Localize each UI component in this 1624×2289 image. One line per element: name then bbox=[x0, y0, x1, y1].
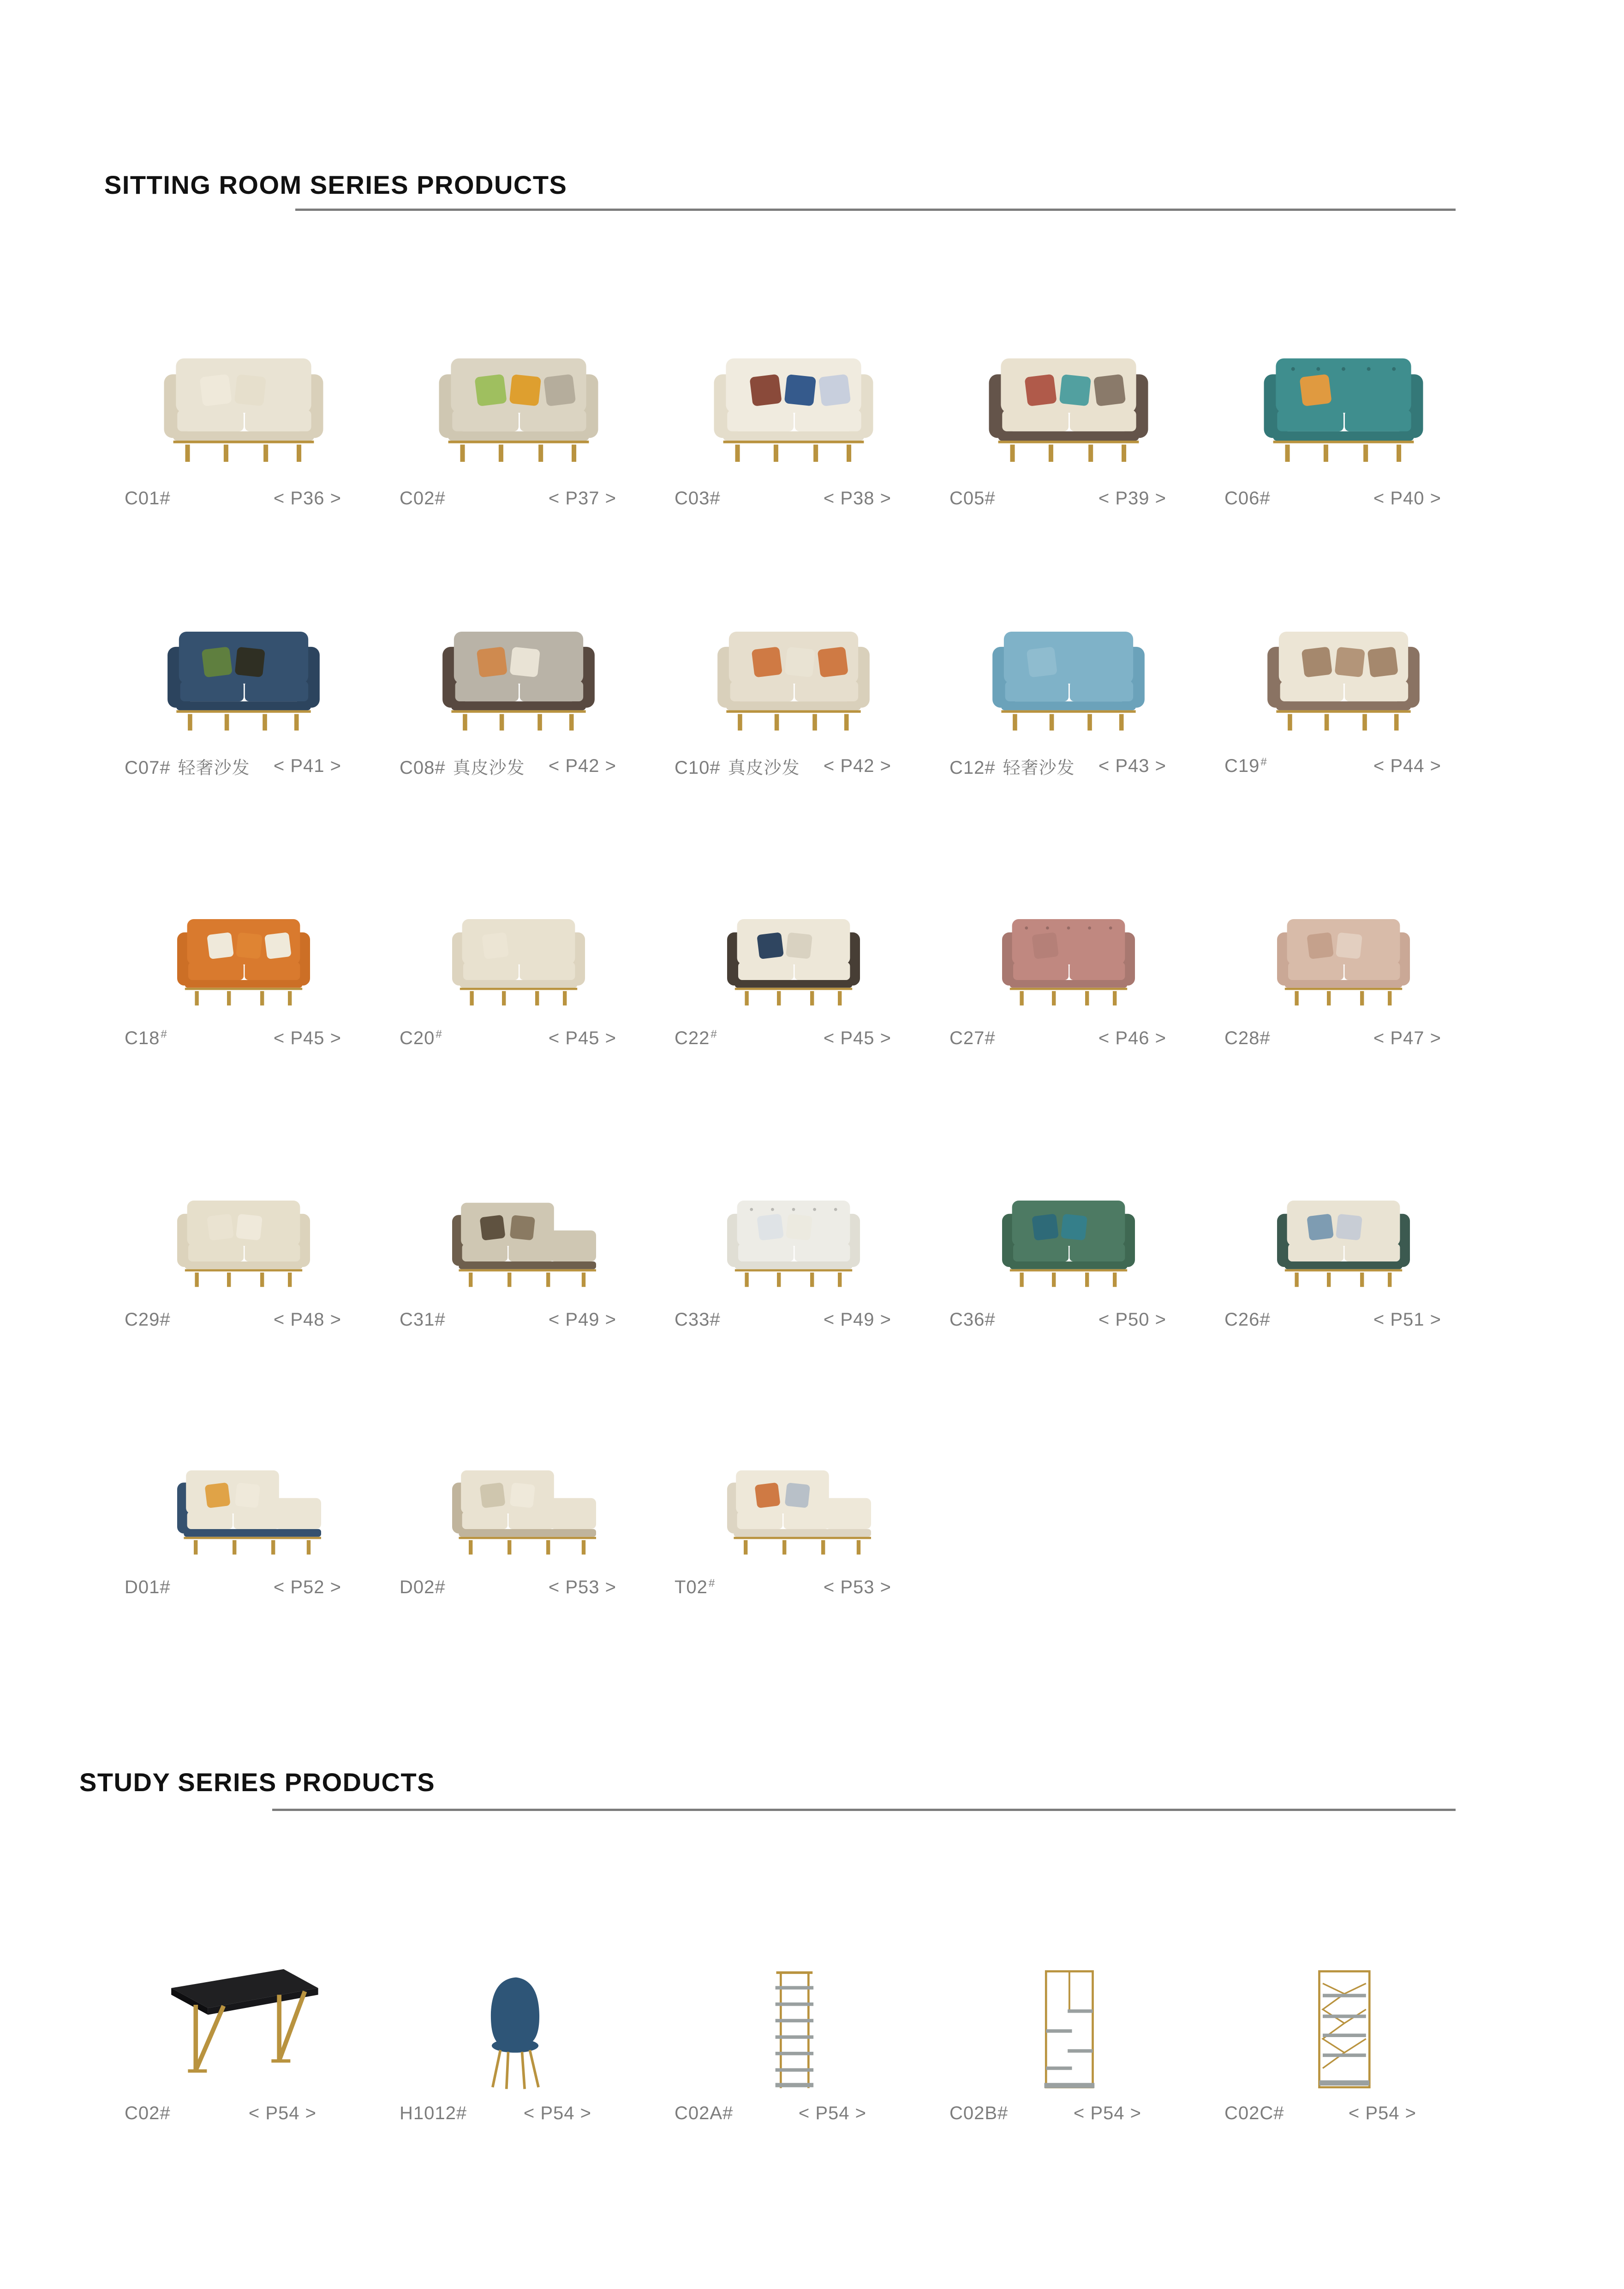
product-code bbox=[675, 488, 721, 509]
sofa-illustration bbox=[412, 332, 625, 484]
sofa-illustration bbox=[417, 606, 620, 752]
product-label-row bbox=[381, 1306, 656, 1333]
product-page-ref: < P41 > bbox=[273, 755, 341, 776]
product-card bbox=[1206, 1172, 1481, 1333]
product-label-row bbox=[1206, 2099, 1481, 2127]
shelf-staggered-illustration bbox=[999, 1961, 1138, 2099]
product-card bbox=[381, 890, 656, 1052]
product-code-text: C10# bbox=[675, 757, 721, 778]
section-title-study: STUDY SERIES PRODUCTS bbox=[79, 1767, 436, 1797]
sofa-illustration bbox=[137, 332, 350, 484]
product-code-text: C02# bbox=[125, 2103, 171, 2123]
product-code bbox=[400, 1028, 442, 1049]
product-code-text: C27# bbox=[949, 1028, 996, 1048]
sofa-illustration bbox=[1255, 897, 1432, 1024]
product-page-ref: < P54 > bbox=[523, 2103, 591, 2123]
product-page-ref: < P43 > bbox=[1098, 755, 1166, 776]
product-row bbox=[106, 890, 1481, 1052]
product-page-ref: < P40 > bbox=[1373, 488, 1441, 508]
product-thumbnail bbox=[381, 318, 656, 484]
product-card bbox=[656, 318, 931, 512]
product-code-text: H1012# bbox=[400, 2103, 467, 2123]
product-code bbox=[1224, 2103, 1284, 2124]
product-label-row bbox=[106, 1306, 381, 1333]
product-thumbnail bbox=[931, 318, 1206, 484]
product-label-row bbox=[656, 1024, 931, 1052]
product-card bbox=[656, 600, 931, 780]
product-label-row bbox=[931, 2099, 1206, 2127]
product-card bbox=[381, 1440, 656, 1601]
product-card bbox=[106, 600, 381, 780]
product-page-ref: < P54 > bbox=[798, 2103, 866, 2123]
product-card bbox=[931, 890, 1206, 1052]
sectional-illustration bbox=[155, 1446, 332, 1573]
product-thumbnail bbox=[931, 1172, 1206, 1306]
product-page-ref: < P46 > bbox=[1098, 1028, 1166, 1048]
product-code-text: C12# bbox=[949, 757, 996, 778]
product-code bbox=[675, 753, 800, 779]
product-card bbox=[106, 1915, 381, 2127]
product-thumbnail bbox=[931, 1915, 1206, 2099]
product-page-ref: < P37 > bbox=[548, 488, 616, 508]
product-card bbox=[931, 318, 1206, 512]
product-label-row bbox=[106, 1573, 381, 1601]
product-code-text: D02# bbox=[400, 1577, 446, 1597]
product-page-ref: < P45 > bbox=[823, 1028, 891, 1048]
product-thumbnail bbox=[106, 318, 381, 484]
product-thumbnail bbox=[656, 600, 931, 752]
product-label-row bbox=[106, 1024, 381, 1052]
product-code-text: T02 bbox=[675, 1577, 708, 1597]
product-page-ref: < P49 > bbox=[823, 1309, 891, 1330]
product-card bbox=[1206, 890, 1481, 1052]
product-thumbnail bbox=[106, 1440, 381, 1573]
product-thumbnail bbox=[1206, 890, 1481, 1024]
product-label-row bbox=[381, 752, 656, 780]
product-thumbnail bbox=[656, 1172, 931, 1306]
product-label-row bbox=[1206, 1306, 1481, 1333]
product-code bbox=[949, 753, 1075, 779]
product-page-ref: < P50 > bbox=[1098, 1309, 1166, 1330]
product-code bbox=[949, 1309, 996, 1330]
product-thumbnail bbox=[106, 600, 381, 752]
product-code-text: C02C# bbox=[1224, 2103, 1284, 2123]
product-label-row bbox=[1206, 752, 1481, 780]
product-card bbox=[1206, 318, 1481, 512]
product-card bbox=[656, 890, 931, 1052]
product-page-ref: < P47 > bbox=[1373, 1028, 1441, 1048]
product-code-text: C36# bbox=[949, 1309, 996, 1330]
product-cn-label: 轻奢沙发 bbox=[1003, 758, 1075, 778]
sofa-illustration bbox=[980, 1178, 1157, 1306]
product-thumbnail bbox=[1206, 1915, 1481, 2099]
product-cn-label: 真皮沙发 bbox=[728, 758, 800, 778]
product-code-text: C33# bbox=[675, 1309, 721, 1330]
sofa-illustration bbox=[142, 606, 345, 752]
product-card bbox=[1206, 600, 1481, 780]
sofa-illustration bbox=[962, 332, 1175, 484]
product-page-ref: < P42 > bbox=[823, 755, 891, 776]
product-code-text: C06# bbox=[1224, 488, 1271, 508]
product-card bbox=[656, 1440, 931, 1601]
shelf-hex-illustration bbox=[1274, 1961, 1413, 2099]
product-row bbox=[106, 1915, 1481, 2127]
sofa-illustration bbox=[155, 1178, 332, 1306]
product-code bbox=[400, 1309, 446, 1330]
sitting-divider-line bbox=[295, 209, 1456, 211]
product-code bbox=[125, 488, 171, 509]
product-page-ref: < P53 > bbox=[823, 1577, 891, 1597]
product-label-row bbox=[931, 1306, 1206, 1333]
sofa-illustration bbox=[692, 606, 895, 752]
product-cn-label: 轻奢沙发 bbox=[178, 758, 250, 778]
product-code bbox=[125, 1577, 171, 1598]
table-illustration bbox=[155, 1921, 333, 2099]
product-thumbnail bbox=[381, 1172, 656, 1306]
product-thumbnail bbox=[106, 1172, 381, 1306]
product-thumbnail bbox=[931, 600, 1206, 752]
product-cn-label: 真皮沙发 bbox=[453, 758, 525, 778]
product-page-ref: < P49 > bbox=[548, 1309, 616, 1330]
product-page-ref: < P36 > bbox=[273, 488, 341, 508]
product-code-suffix: # bbox=[161, 1028, 167, 1040]
product-code bbox=[675, 2103, 733, 2124]
product-code-text: C26# bbox=[1224, 1309, 1271, 1330]
product-code bbox=[1224, 488, 1271, 509]
product-code-suffix: # bbox=[710, 1028, 717, 1040]
sofa-illustration bbox=[687, 332, 900, 484]
product-label-row bbox=[106, 2099, 381, 2127]
product-row bbox=[106, 600, 1481, 780]
product-row bbox=[106, 318, 1481, 512]
product-card bbox=[1206, 1915, 1481, 2127]
product-code bbox=[1224, 1028, 1271, 1049]
product-code-text: C05# bbox=[949, 488, 996, 508]
product-label-row bbox=[931, 752, 1206, 780]
product-thumbnail bbox=[656, 890, 931, 1024]
product-page-ref: < P42 > bbox=[548, 755, 616, 776]
product-page-ref: < P54 > bbox=[1073, 2103, 1141, 2123]
product-thumbnail bbox=[1206, 318, 1481, 484]
product-thumbnail bbox=[381, 600, 656, 752]
product-card bbox=[931, 1915, 1206, 2127]
product-label-row bbox=[656, 2099, 931, 2127]
product-page-ref: < P54 > bbox=[1348, 2103, 1416, 2123]
product-label-row bbox=[931, 484, 1206, 512]
product-label-row bbox=[381, 484, 656, 512]
sectional-illustration bbox=[430, 1178, 607, 1306]
product-code bbox=[400, 1577, 446, 1598]
product-thumbnail bbox=[656, 1440, 931, 1573]
sectional-illustration bbox=[705, 1446, 882, 1573]
product-code-suffix: # bbox=[436, 1028, 442, 1040]
product-thumbnail bbox=[931, 890, 1206, 1024]
sofa-illustration bbox=[1255, 1178, 1432, 1306]
shelf-ladder-illustration bbox=[724, 1961, 863, 2099]
product-thumbnail bbox=[106, 890, 381, 1024]
chair-illustration bbox=[449, 1961, 588, 2099]
product-code-text: C29# bbox=[125, 1309, 171, 1330]
product-code bbox=[400, 2103, 467, 2124]
product-card bbox=[381, 318, 656, 512]
product-card bbox=[106, 890, 381, 1052]
product-code bbox=[675, 1309, 721, 1330]
product-code-text: C03# bbox=[675, 488, 721, 508]
product-code-text: C02A# bbox=[675, 2103, 734, 2123]
sofa-illustration bbox=[980, 897, 1157, 1024]
sofa-illustration bbox=[1237, 332, 1450, 484]
product-code-text: C01# bbox=[125, 488, 171, 508]
product-label-row bbox=[1206, 484, 1481, 512]
product-code bbox=[949, 1028, 996, 1049]
product-label-row bbox=[1206, 1024, 1481, 1052]
product-code bbox=[675, 1028, 717, 1049]
sofa-illustration bbox=[705, 897, 882, 1024]
product-page-ref: < P45 > bbox=[273, 1028, 341, 1048]
product-label-row bbox=[381, 1024, 656, 1052]
product-card bbox=[931, 1172, 1206, 1333]
product-card bbox=[106, 318, 381, 512]
product-card bbox=[381, 600, 656, 780]
product-page-ref: < P53 > bbox=[548, 1577, 616, 1597]
product-code-text: C02B# bbox=[949, 2103, 1009, 2123]
product-card bbox=[656, 1172, 931, 1333]
product-thumbnail bbox=[381, 1915, 656, 2099]
product-label-row bbox=[656, 1306, 931, 1333]
product-code-text: C08# bbox=[400, 757, 446, 778]
product-code bbox=[1224, 1309, 1271, 1330]
product-code-text: C22 bbox=[675, 1028, 710, 1048]
product-code bbox=[949, 488, 996, 509]
sofa-illustration bbox=[1242, 606, 1445, 752]
product-page-ref: < P48 > bbox=[273, 1309, 341, 1330]
product-thumbnail bbox=[656, 1915, 931, 2099]
product-label-row bbox=[381, 2099, 656, 2127]
product-page-ref: < P51 > bbox=[1373, 1309, 1441, 1330]
product-page-ref: < P52 > bbox=[273, 1577, 341, 1597]
sofa-illustration bbox=[967, 606, 1170, 752]
product-code bbox=[1224, 756, 1267, 777]
product-card bbox=[106, 1440, 381, 1601]
section-title-sitting: SITTING ROOM SERIES PRODUCTS bbox=[104, 170, 567, 199]
product-card bbox=[931, 600, 1206, 780]
product-page-ref: < P39 > bbox=[1098, 488, 1166, 508]
product-row bbox=[106, 1172, 1481, 1333]
sofa-illustration bbox=[430, 897, 607, 1024]
product-card bbox=[381, 1915, 656, 2127]
product-card bbox=[381, 1172, 656, 1333]
sofa-illustration bbox=[705, 1178, 882, 1306]
product-code-text: C19 bbox=[1224, 755, 1260, 776]
product-code-text: C20 bbox=[400, 1028, 435, 1048]
product-code bbox=[675, 1577, 715, 1598]
product-code-suffix: # bbox=[708, 1577, 716, 1590]
product-card bbox=[656, 1915, 931, 2127]
product-code-text: C31# bbox=[400, 1309, 446, 1330]
product-page-ref: < P44 > bbox=[1373, 755, 1441, 776]
product-thumbnail bbox=[381, 890, 656, 1024]
product-code bbox=[125, 753, 250, 779]
product-code bbox=[949, 2103, 1008, 2124]
product-label-row bbox=[381, 1573, 656, 1601]
product-code-text: D01# bbox=[125, 1577, 171, 1597]
product-thumbnail bbox=[106, 1915, 381, 2099]
product-thumbnail bbox=[381, 1440, 656, 1573]
product-code-text: C02# bbox=[400, 488, 446, 508]
product-code bbox=[400, 753, 525, 779]
product-code-text: C28# bbox=[1224, 1028, 1271, 1048]
product-label-row bbox=[931, 1024, 1206, 1052]
product-code-text: C18 bbox=[125, 1028, 160, 1048]
product-label-row bbox=[656, 484, 931, 512]
product-thumbnail bbox=[1206, 1172, 1481, 1306]
product-page-ref: < P45 > bbox=[548, 1028, 616, 1048]
product-label-row bbox=[656, 752, 931, 780]
product-page-ref: < P54 > bbox=[248, 2103, 316, 2123]
product-thumbnail bbox=[1206, 600, 1481, 752]
product-code-suffix: # bbox=[1260, 755, 1267, 768]
study-divider-line bbox=[272, 1809, 1456, 1811]
product-thumbnail bbox=[656, 318, 931, 484]
product-code-text: C07# bbox=[125, 757, 171, 778]
product-label-row bbox=[656, 1573, 931, 1601]
product-row bbox=[106, 1440, 1481, 1601]
product-code bbox=[125, 2103, 171, 2124]
product-label-row bbox=[106, 484, 381, 512]
sectional-illustration bbox=[430, 1446, 607, 1573]
product-code bbox=[400, 488, 446, 509]
sofa-illustration bbox=[155, 897, 332, 1024]
product-label-row bbox=[106, 752, 381, 780]
product-code bbox=[125, 1028, 167, 1049]
product-page-ref: < P38 > bbox=[823, 488, 891, 508]
product-code bbox=[125, 1309, 171, 1330]
product-card bbox=[106, 1172, 381, 1333]
